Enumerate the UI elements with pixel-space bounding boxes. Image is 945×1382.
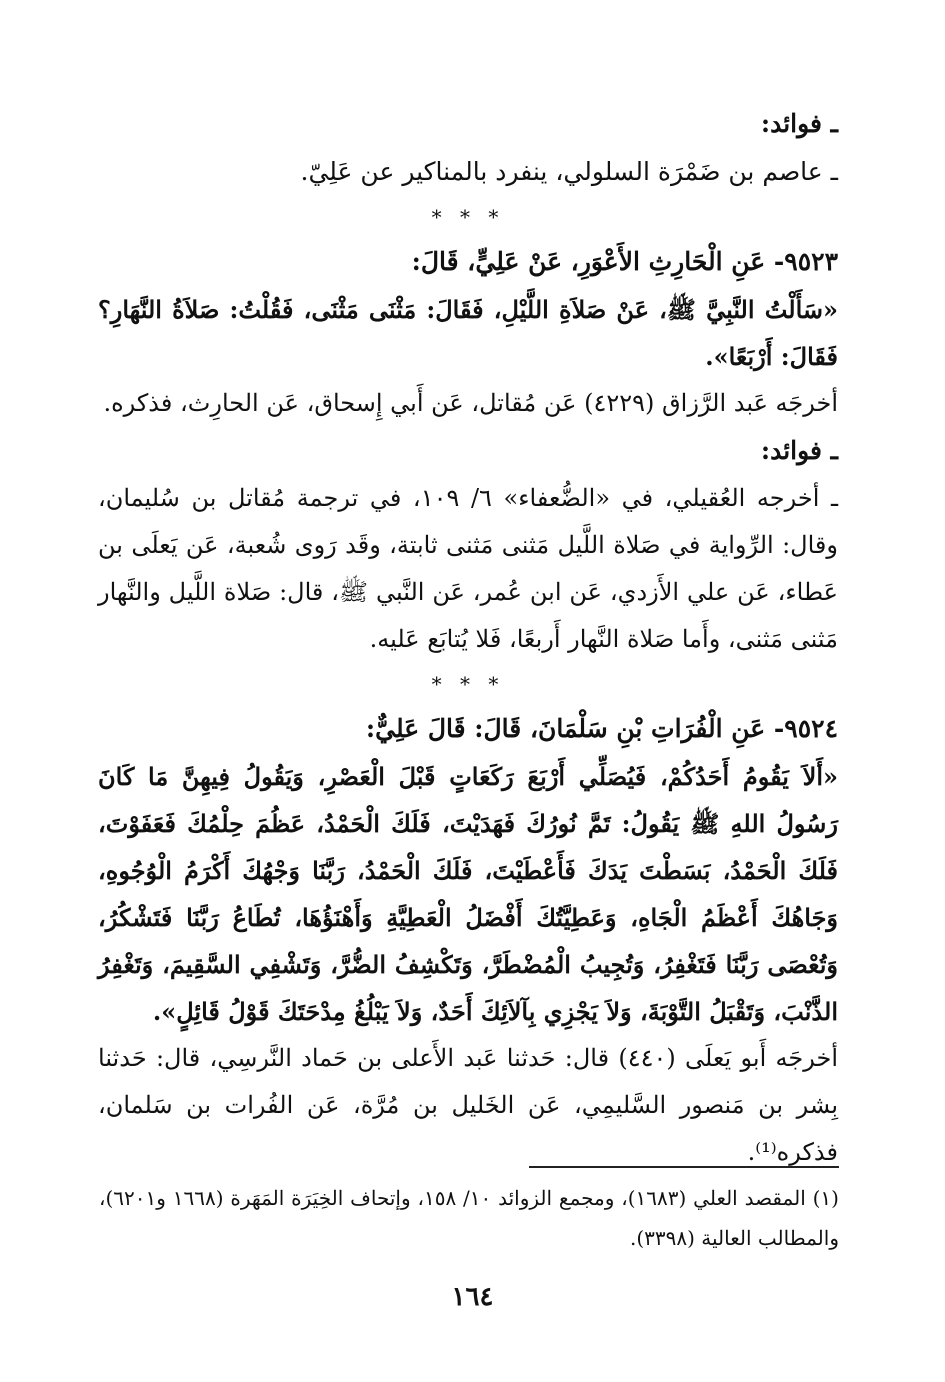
hadith-9523-text: «سَأَلْتُ النَّبِيَّ ﷺ، عَنْ صَلاَةِ اللَّيْلِ، فَقَالَ: مَثْنَى مَثْنَى، فَقُلْتُ: صَلاَةُ النَّهَارِ؟ فَقَالَ: أَرْبَعًا».: [98, 295, 838, 371]
hadith-9524-text: «أَلاَ يَقُومُ أَحَدُكُمْ، فَيُصَلِّي أَرْبَعَ رَكَعَاتٍ قَبْلَ الْعَصْرِ، وَيَقُولُ فِيهِنَّ مَا كَانَ رَسُولُ اللهِ ﷺ يَقُولُ: تَمَّ نُورُكَ فَهَدَيْتَ، فَلَكَ الْحَمْدُ، عَظُمَ حِلْمُكَ فَعَفَوْتَ، فَلَكَ الْحَمْدُ، بَسَطْتَ يَدَكَ فَأَعْطَيْتَ، فَلَكَ الْحَمْدُ، رَبَّنَا وَجْهُكَ أَكْرَمُ الْوُجُوهِ، وَجَاهُكَ أَعْظَمُ الْجَاهِ، وَعَطِيَّتُكَ أَفْضَلُ الْعَطِيَّةِ وَأَهْنَؤُهَا، تُطَاعُ رَبَّنَا فَتَشْكُرُ، وَتُعْصَى رَبَّنَا فَتَغْفِرُ، وَتُجِيبُ الْمُضْطَرَّ، وَتَكْشِفُ الضُّرَّ، وَتَشْفِي السَّقِيمَ، وَتَغْفِرُ الذَّنْبَ، وَتَقْبَلُ التَّوْبَةَ، وَلاَ يَجْزِي بِآلاَئِكَ أَحَدٌ، وَلاَ يَبْلُغُ مِدْحَتَكَ قَوْلُ قَائِلٍ».: [98, 762, 838, 1026]
hadith-9524-intro: ٩٥٢٤- عَنِ الْفُرَاتِ بْنِ سَلْمَانَ، قَالَ: قَالَ عَلِيٌّ:: [365, 714, 838, 743]
hadith-9523-intro: ٩٥٢٣- عَنِ الْحَارِثِ الأَعْوَرِ، عَنْ عَلِيٍّ، قَالَ:: [411, 247, 838, 276]
benefits-heading-2: ـ فوائد:: [760, 436, 838, 465]
footnote-separator: [529, 1166, 839, 1168]
hadith-9523-benefit: ـ أخرجه العُقيلي، في «الضُّعفاء» ٦/ ١٠٩، في ترجمة مُقاتل بن سُليمان، وقال: الرِّواية في صَلاة اللَّيل مَثنى مَثنى ثابتة، وقَد رَوى شُعبة، عَن يَعلَى بن عَطاء، عَن علي الأَزدي، عَن ابن عُمر، عَن النَّبي ﷺ، قال: صَلاة اللَّيل والنَّهار مَثنى مَثنى، وأَما صَلاة النَّهار أَربعًا، فَلا يُتابَع عَليه.: [98, 484, 838, 653]
benefit-line: ـ عاصم بن ضَمْرَة السلولي، ينفرد بالمناكير عن عَلِيّ.: [300, 157, 838, 186]
hadith-9524-takhrij: أخرجَه أَبو يَعلَى (٤٤٠) قال: حَدثنا عَبد الأَعلى بن حَماد النَّرسِي، قال: حَدثنا بِشر بن مَنصور السَّليمِي، عَن الخَليل بن مُرَّة، عَن الفُرات بن سَلمان، فذكره⁽¹⁾.: [98, 1044, 838, 1166]
page-number: ١٦٤: [451, 1282, 494, 1312]
section-separator-2: * * *: [431, 672, 505, 696]
benefits-heading: ـ فوائد:: [760, 109, 838, 138]
section-separator: * * *: [431, 205, 505, 229]
footnote: (١) المقصد العلي (١٦٨٣)، ومجمع الزوائد ١٠/ ١٥٨، وإتحاف الخِيَرَة المَهَرة (١٦٦٨ و٦٢٠١)، والمطالب العالية (٣٣٩٨).: [99, 1186, 839, 1250]
hadith-9523-takhrij: أخرجَه عَبد الرَّزاق (٤٢٢٩) عَن مُقاتل، عَن أَبي إِسحاق، عَن الحارِث، فذكره.: [103, 389, 838, 417]
page-body: [98, 100, 838, 1176]
